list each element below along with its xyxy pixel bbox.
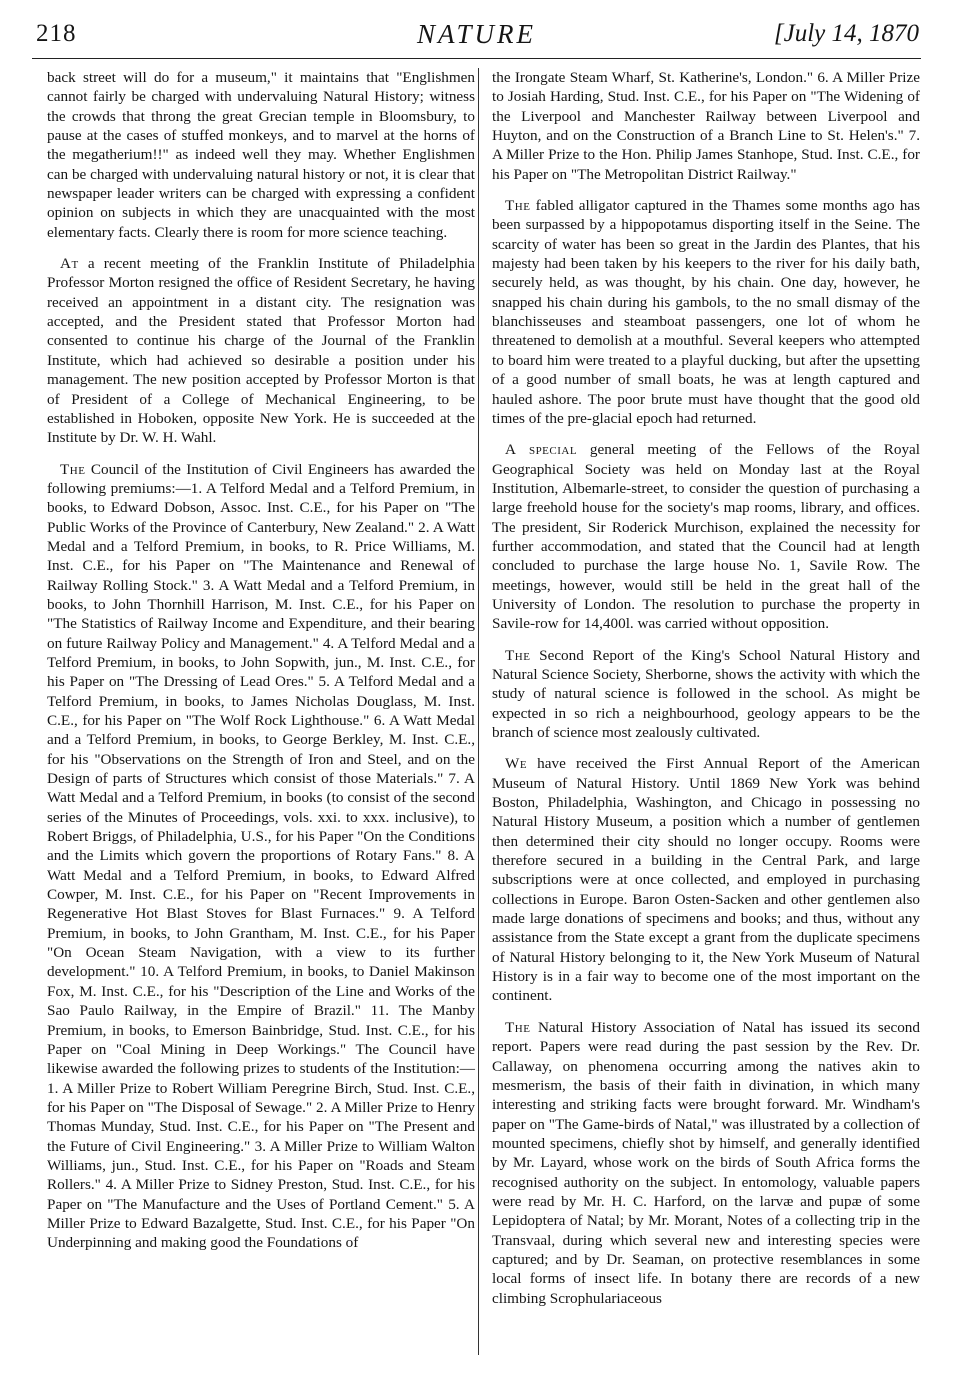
- paragraph-franklin-institute: At a recent meeting of the Franklin Institute of Philadelphia Professor Morton resigned the office of Resident Secretary, he having received an appointment in a distant city. The resignation was accepted, and the President stated that Professor Morton had consented to continue his charge of the Journal of the Franklin Institute, which had achieved so desirable a position under his management. The new position accepted by Professor Morton is that of President of a College of Mechanical Engineering, to be established in Hoboken, opposite New York. He is succeeded at the Institute by Dr. W. H. Wahl.: [47, 255, 475, 447]
- paragraph-natal-association: The Natural History Association of Natal has issued its second report. Papers were read during the past session by the Rev. Dr. Callaway, on phenomena occurring among the natives akin to mesmerism, the basis of their faith in divination, in which many interesting and striking facts were brought forward. Mr. Windham's paper on "The Game-birds of Natal," was illustrated by a collection of mounted specimens, chiefly shot by himself, and generally identified by Mr. Layard, whose work on the birds of South Africa forms the recognised authority on the subject. In entomology, valuable papers were read by Mr. H. C. Harford, on the larvæ and pupæ of some Lepidoptera of Natal; by Mr. Morant, Notes of a collecting trip in the Transvaal, during which several new and interesting species were captured; and by Dr. Seaman, on protective resemblances in some local forms of insect life. In botany there are records of a new climbing Scrophulariaceous: [492, 1018, 920, 1307]
- paragraph-civil-engineers: The Council of the Institution of Civil Engineers has awarded the following premiums:—1. A Telford Medal and a Telford Premium, in books, to Edward Dobson, Assoc. Inst. C.E., for his Paper on "The Public Works of the Province of Canterbury, New Zealand." 2. A Watt Medal and a Telford Premium, in books, to R. Price Williams, M. Inst. C.E., for his Paper on "The Maintenance and Renewal of Railway Rolling Stock." 3. A Watt Medal and a Telford Premium, in books, to John Thornhill Harrison, M. Inst. C.E., for his Paper on "The Statistics of Railway Income and Expenditure, and their bearing on future Railway Policy and Management." 4. A Telford Medal and a Telford Premium, in books, to John Sopwith, jun., M. Inst. C.E., for his Paper on "The Dressing of Lead Ores." 5. A Telford Medal and a Telford Premium, in books, to James Nicholas Douglass, M. Inst. C.E., for his Paper on "The Wolf Rock Lighthouse." 6. A Watt Medal and a Telford Premium, in books, to George Berkley, M. Inst. C.E., for his "Observations on the Strength of Iron and Steel, and on the Design of parts of Structures which consist of those Materials." 7. A Watt Medal and a Telford Premium, in books (to consist of the second series of the Minutes of Proceedings, vols. xxi. to xxx. inclusive), to Robert Briggs, of Philadelphia, U.S., for his Paper "On the Conditions and the Limits which govern the proportions of Rotary Fans." 8. A Watt Medal and a Telford Premium, in books, to Edward Alfred Cowper, M. Inst. C.E., for his Paper on "Recent Improvements in Regenerative Hot Blast Stoves for Blast Furnaces." 9. A Telford Premium, in books, to John Grantham, M. Inst. C.E., for his Paper "On Ocean Steam Navigation, with a view to its further development." 10. A Telford Premium, in books, to Daniel Makinson Fox, M. Inst. C.E., for his "Description of the Line and Works of the Sao Paulo Railway, in the Empire of Brazil." 11. The Manby Premium, in books, to Emerson Bainbridge, Stud. Inst. C.E., for his Paper on "Coal Mining in Deep Workings." The Council have likewise awarded the following prizes to students of the Institution:—1. A Miller Prize to Robert William Peregrine Birch, Stud. Inst. C.E., for his Paper on "The Disposal of Sewage." 2. A Miller Prize to Henry Thomas Munday, Stud. Inst. C.E., for his Paper on "The Present and the Future of Civil Engineering." 3. A Miller Prize to William Walton Williams, jun., Stud. Inst. C.E., for his Paper on "Roads and Steam Rollers." 4. A Miller Prize to Sidney Preston, Stud. Inst. C.E., for his Paper on "The Manufacture and the Uses of Portland Cement." 5. A Miller Prize to Edward Bazalgette, Stud. Inst. C.E., for his Paper "On Underpinning and making good the Foundations of: [47, 460, 476, 1252]
- issue-date: [July 14, 1870: [773, 20, 919, 47]
- paragraph-geographical-society: A special general meeting of the Fellows of the Royal Geographical Society was held on Monday last at the Royal Institution, Albemarle-street, to consider the question of purchasing a large freehold house for the society's map rooms, library, and offices. The president, Sir Roderick Murchison, explained the necessity for further accommodation, and stated that the Council had at length concluded to purchase the large house No. 1, Savile Row. The meetings, however, would still be held in the great hall of the University of London. The resolution to purchase the property in Savile-row for 14,400l. was carried without opposition.: [492, 441, 921, 633]
- page-number: 218: [36, 20, 77, 47]
- page-header: [32, 18, 921, 59]
- right-column: [492, 68, 920, 1320]
- column-divider: [478, 68, 479, 1355]
- journal-title: NATURE: [417, 19, 536, 49]
- paragraph-kings-school: The Second Report of the King's School Natural History and Natural Science Society, Sherborne, shows the activity with which the study of natural science is followed in the school. As might be expected in so rich a neighbourhood, geology appears to be the branch of science most zealously cultivated.: [492, 646, 920, 741]
- left-column: [47, 68, 475, 1265]
- paragraph-hippopotamus: The fabled alligator captured in the Thames some months ago has been surpassed by a hippopotamus disporting itself in the Seine. The scarcity of water has been so great in the Jardin des Plantes, that his majesty had been taken by his keepers to the river for his daily bath, securely held, as was thought, by his chain. One day, however, he snapped his chain during his gambols, to the no small dismay of the blanchisseuses and steamboat passengers, one lot of whom he threatened to demolish at a mouthful. Several keepers who attempted to board him were treated to a playful ducking, but after the upsetting of a good number of small boats, he was at length captured and hauled ashore. The poor brute must have thought that the good old times of the pre-glacial epoch had returned.: [492, 197, 921, 427]
- paragraph-museum-continued: back street will do for a museum," it maintains that "Englishmen cannot fairly be charged with undervaluing Natural History; witness the crowds that throng the great Grecian temple in Bloomsbury, to pause at the cases of stuffed monkeys, and to marvel at the horns of the megatherium!!" as indeed well they may. Whether Englishmen can be charged with undervaluing natural history or not, it is clear that newspaper leader writers can be charged with expressing a confident opinion on subjects in which they are unacquainted with the most elementary facts. Clearly there is room for more science teaching.: [47, 69, 475, 241]
- paragraph-miller-prizes-continued: the Irongate Steam Wharf, St. Katherine's, London." 6. A Miller Prize to Josiah Harding, Stud. Inst. C.E., for his Paper on "The Widening of the Liverpool and Manchester Railway between Liverpool and Huyton, and on the Construction of a Branch Line to St. Helen's." 7. A Miller Prize to the Hon. Philip James Stanhope, Stud. Inst. C.E., for his Paper on "The Metropolitan District Railway.": [492, 69, 920, 183]
- paragraph-american-museum: We have received the First Annual Report of the American Museum of Natural History. Until 1869 New York was behind Boston, Philadelphia, Washington, and Chicago in possessing no Natural History Museum, a position which a number of gentlemen then determined their city should no longer occupy. Rooms were therefore secured in a building in the Central Park, and large subscriptions were at once collected, and employed in purchasing collections in Europe. Baron Osten-Sacken and other gentlemen also made large donations of specimens and books; and thus, without any assistance from the State except a grant from the duplicate specimens of Natural History belonging to it, the New York Museum of Natural History is in a fair way to become one of the most important on the continent.: [492, 755, 920, 1005]
